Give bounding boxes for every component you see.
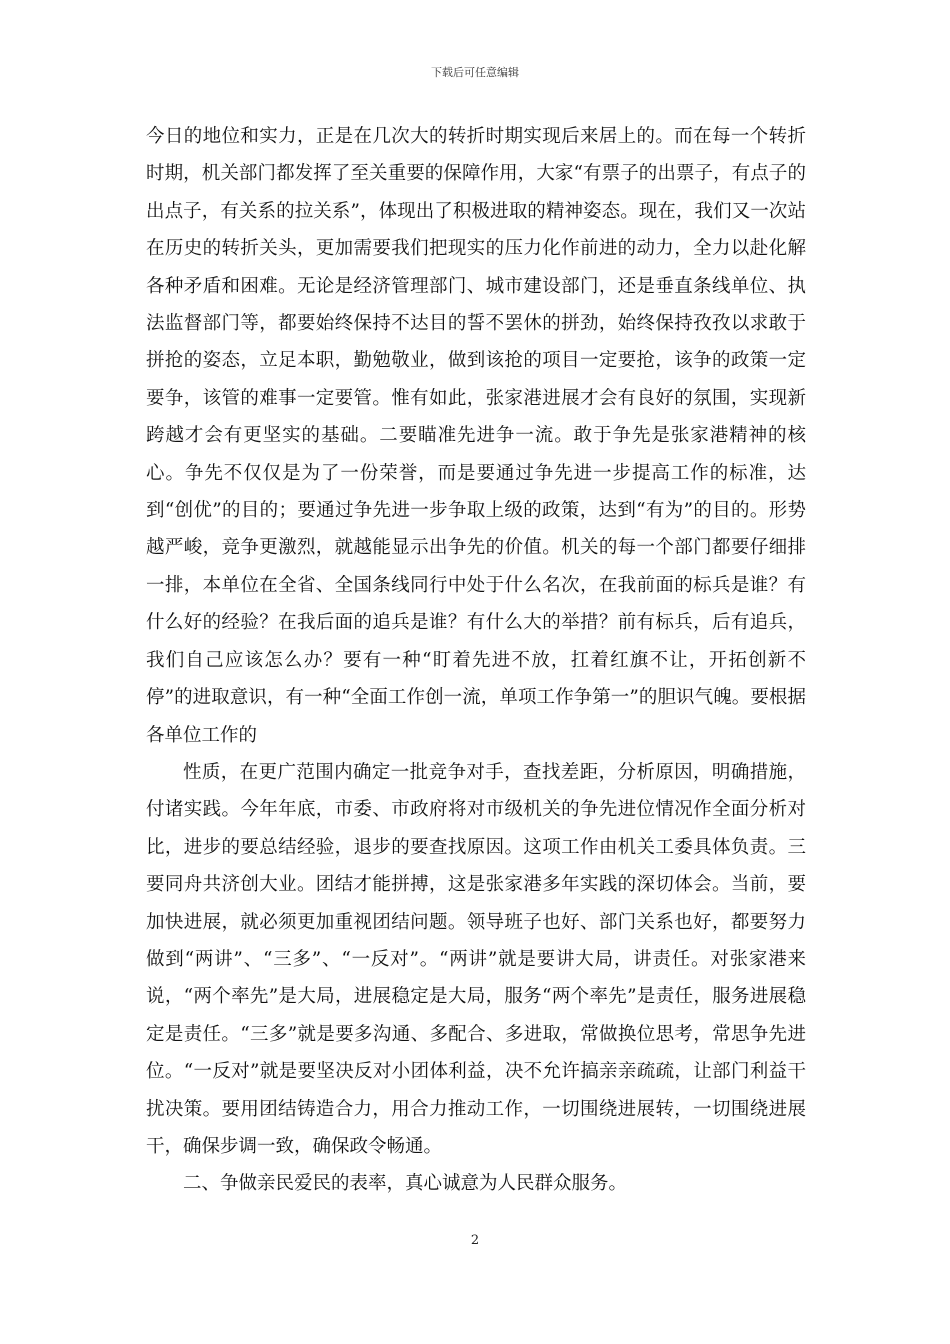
page-header: 下载后可任意编辑 — [431, 66, 519, 79]
paragraph-3: 二、争做亲民爱民的表率，真心诚意为人民群众服务。 — [183, 1173, 628, 1195]
paragraph-1: 今日的地位和实力，正是在几次大的转折时期实现后来居上的。而在每一个转折时期，机关部门都发挥了至关重要的保障作用，大家“有票子的出票子，有点子的出点子，有关系的拉关系”，体现出了积极进取的精神姿态。现在，我们又一次站在历史的转折关头，更加需要我们把现实的压力化作前进的动力，全力以赴化解各种矛盾和困难。无论是经济管理部门、城市建设部门，还是垂直条线单位、执法监督部门等，都要始终保持不达目的誓不罢休的拼劲，始终保持孜孜以求敢于拼抢的姿态，立足本职，勤勉敬业，做到该抢的项目一定要抢，该争的政策一定要争，该管的难事一定要管。惟有如此，张家港进展才会有良好的氛围，实现新跨越才会有更坚实的基础。二要瞄准先进争一流。敢于争先是张家港精神的核心。争先不仅仅是为了一份荣誉，而是要通过争先进一步提高工作的标准，达到“创优”的目的；要通过争先进一步争取上级的政策，达到“有为”的目的。形势越严峻，竞争更激烈，就越能显示出争先的价值。机关的每一个部门都要仔细排一排，本单位在全省、全国条线同行中处于什么名次，在我前面的标兵是谁？有什么好的经验？在我后面的追兵是谁？有什么大的举措？前有标兵，后有追兵，我们自己应该怎么办？要有一种“盯着先进不放，扛着红旗不让，开拓创新不停”的进取意识，有一种“全面工作创一流，单项工作争第一”的胆识气魄。要根据各单位工作的 — [146, 126, 806, 746]
paragraph-2: 性质，在更广范围内确定一批竞争对手，查找差距，分析原因，明确措施，付诸实践。今年年底，市委、市政府将对市级机关的争先进位情况作全面分析对比，进步的要总结经验，退步的要查找原因。这项工作由机关工委具体负责。三要同舟共济创大业。团结才能拼搏，这是张家港多年实践的深切体会。当前，要加快进展，就必须更加重视团结问题。领导班子也好、部门关系也好，都要努力做到“两讲”、“三多”、“一反对”。“两讲”就是要讲大局，讲责任。对张家港来说，“两个率先”是大局，进展稳定是大局，服务“两个率先”是责任，服务进展稳定是责任。“三多”就是要多沟通、多配合、多进取，常做换位思考，常思争先进位。“一反对”就是要坚决反对小团体利益，决不允许搞亲亲疏疏，让部门利益干扰决策。要用团结铸造合力，用合力推动工作，一切围绕进展转，一切围绕进展干，确保步调一致，确保政令畅通。 — [146, 761, 806, 1157]
document-body — [146, 118, 806, 1203]
page-number: 2 — [470, 1233, 480, 1248]
